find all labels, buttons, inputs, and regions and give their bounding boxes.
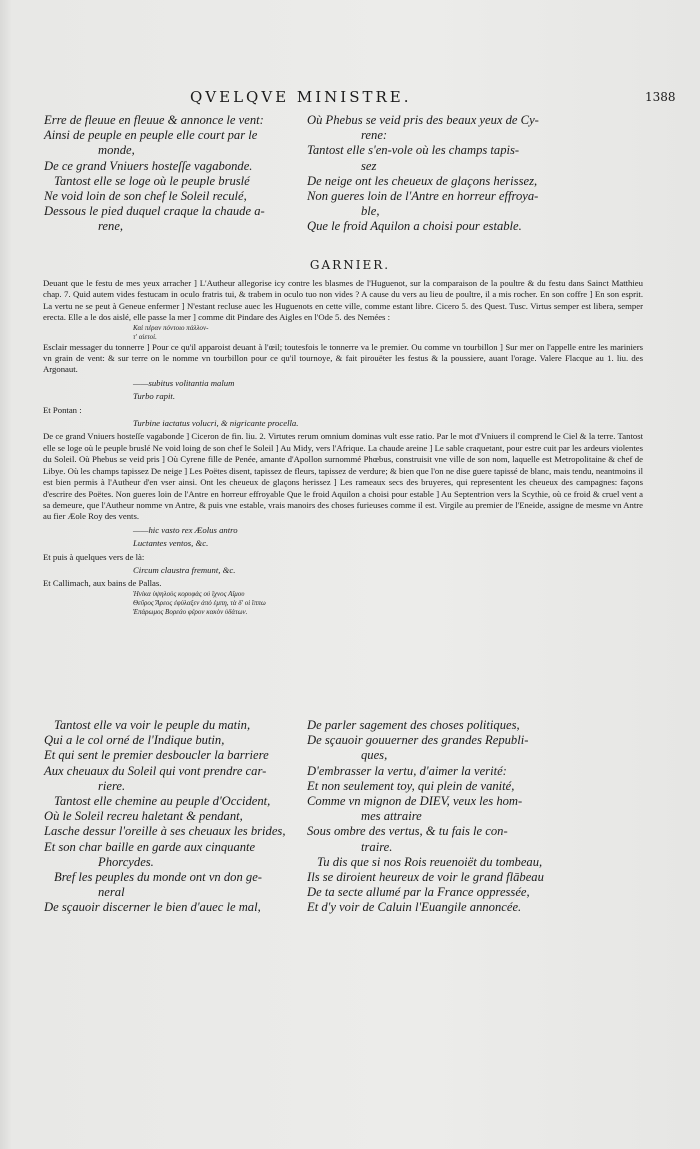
verse-line: monde,: [98, 143, 135, 158]
verse-line: Où Phebus se veid pris des beaux yeux de Cy-: [307, 113, 539, 127]
greek-quotation-line: Ἐπάρωμος Βορεάο φέρον κακὸν ὑδάτων.: [133, 607, 248, 616]
greek-quotation-line: Θεῦρος Ἄρεος ἐφύλαξεν ἀπὸ ἐμπη, τὰ δ' οἱ ἵππω: [133, 598, 266, 607]
greek-quotation-line: τ' αἰετοί.: [133, 332, 157, 341]
verse-line: traire.: [361, 839, 393, 854]
verse-line: Et qui sent le premier desboucler la barriere: [44, 748, 269, 763]
verse-line: rene:: [361, 128, 388, 143]
verse-line: Et d'y voir de Caluin l'Euangile annoncée.: [307, 900, 522, 915]
verse-line: Lasche dessur l'oreille à ses cheuaux les brides,: [44, 824, 286, 839]
verse-line: Phorcydes.: [98, 854, 154, 869]
verse-line: mes attraire: [361, 809, 422, 824]
commentary-paragraph: De ce grand Vniuers hosteſſe vagabonde ] Ciceron de fin. liu. 2. Virtutes rerum omnium dominas vult esse ratio. Par le mot d'Vniuers il comprend le Ciel & la terre. Tantost elle se loge où le peuple bruslé Ne void loing de son chef le Soleil ] Au Midy, vers l'Afrique. La chaude areine ] Le sable craquetant, pour estre cuit par les ardeurs violentes du Soleil. Où Phebus se veid pris ] Où Cyrene fille de Penée, amante d'Apollon surnommé Phœbus, construisit vne ville de son nom, laquelle est Metropolitaine & chef de Libye. Où les champs tapissez De neige ] Les Poëtes disent, tapissez de fleurs, tapissez de verdure; & bien que l'on ne dise guere tapissé de blanc, mais tendu, neantmoins il est bien permis à l'Autheur d'en vser ainsi. Ont les cheueux de glaçons herissez ] Les rameaux secs des bruyeres, qui representent les cheueux des campagnes: façons d'escrire des Poëtes. Non gueres loin de l'Antre en horreur effroyable Que le froid Aquilon a choisi pour estable ] Au Septentrion vers la Scythie, où ce froid & cruel vent a sa demeure, que l'Autheur nomme vn Antre, & puis vne estable, vrais manoirs des choses furieuses comme il est. Virgile au premier de l'Eneide, assigne de mesme vn Antre au fier Æole Roy des vents.: [43, 431, 643, 522]
verse-line: Tantost elle va voir le peuple du matin,: [54, 718, 251, 732]
poem-top-right-column: [307, 113, 627, 235]
page-number: 1388: [645, 90, 676, 104]
verse-line: Tantost elle chemine au peuple d'Occident,: [54, 794, 271, 809]
greek-quotation-line: Καὶ πέραν πόντοιο πάλλον-: [133, 323, 209, 332]
verse-line: De sçauoir discerner le bien d'auec le mal,: [44, 900, 261, 915]
verse-line: Ils se diroient heureux de voir le grand flābeau: [307, 870, 544, 885]
running-title: QVELQVE MINISTRE.: [190, 88, 412, 106]
latin-quotation-line: ——hic vasto rex Æolus antro: [133, 524, 238, 535]
verse-line: Où le Soleil recreu haletant & pendant,: [44, 809, 243, 824]
verse-line: Qui a le col orné de l'Indique butin,: [44, 733, 225, 748]
verse-line: neral: [98, 885, 125, 900]
commentary-paragraph: Esclair messager du tonnerre ] Pour ce qu'il apparoist deuant à l'œil; toutesfois le tonnerre va le premier. Ou comme vn tourbillon ] Sur mer on l'appelle entre les mariniers vn grain de vent: & sur terre on le nomme vn tourbillon pour ce qu'il tournoye, & fait pirouëter les festus & la poussiere, auant l'orage. Valere Flacque au 1. liu. des Argonaut.: [43, 341, 643, 375]
commentary-line: Et Callimach, aux bains de Pallas.: [43, 578, 162, 589]
verse-line: Tantost elle se loge où le peuple bruslé: [54, 173, 250, 188]
verse-line: Comme vn mignon de DIEV, veux les hom-: [307, 794, 523, 809]
verse-line: De sçauoir gouuerner des grandes Republi-: [307, 733, 529, 748]
latin-quotation-line: Turbine iactatus volucri, & nigricante procella.: [133, 418, 299, 429]
poem-top-left-column: [44, 113, 289, 235]
verse-line: rene,: [98, 219, 124, 234]
verse-line: ques,: [361, 748, 388, 763]
poem-bottom: [44, 718, 634, 916]
verse-line: Ne void loin de son chef le Soleil reculé,: [44, 189, 247, 204]
verse-line: De neige ont les cheueux de glaçons herissez,: [307, 173, 538, 188]
verse-line: Et non seulement toy, qui plein de vanité,: [307, 778, 515, 793]
verse-line: Non gueres loin de l'Antre en horreur effroya-: [307, 189, 539, 204]
verse-line: Dessous le pied duquel craque la chaude a-: [44, 204, 265, 219]
verse-line: ble,: [361, 204, 380, 219]
verse-line: Bref les peuples du monde ont vn don ge-: [54, 870, 262, 885]
greek-quotation-line: Ἡνίκα ὑψηλοὺς κορυφὰς οὐ ἴχνος Αἴμου: [133, 589, 245, 598]
commentary-block: [43, 278, 643, 617]
poem-bottom-left-column: [44, 718, 289, 916]
verse-line: sez: [361, 158, 377, 173]
poem-top: [44, 113, 634, 235]
verse-line: riere.: [98, 778, 126, 793]
verse-line: Erre de fleuue en fleuue & annonce le vent:: [44, 113, 264, 127]
commentary-line: Et puis à quelques vers de là:: [43, 551, 145, 562]
verse-line: Tu dis que si nos Rois reuenoiët du tombeau,: [317, 854, 543, 869]
verse-line: Ainsi de peuple en peuple elle court par le: [44, 128, 258, 143]
commentary-paragraph: Deuant que le festu de mes yeux arracher ] L'Autheur allegorise icy contre les blasmes de l'Huguenot, sur la comparaison de la poultre & du festu dans Sainct Matthieu chap. 7. Quid autem vides festucam in oculo fratris tui, & trabem in oculo tuo non vides ? A cause du vers au lieu de poultre, il a mis rocher. En son coffre ] En son esprit. La vertu ne se peut à Geneue enfermer ] N'estant recluse auec les Huguenots en cette ville, comme estant libre. Cicero 5. des Quest. Tusc. Virtus semper est libera, semper erecta. Elle a le dos aislé, elle passe la mer ] comme dit Pindare des Aigles en l'Ode 5. des Nemées :: [43, 278, 643, 323]
verse-line: Tantost elle s'en-vole où les champs tapis-: [307, 143, 520, 158]
verse-line: Que le froid Aquilon a choisi pour estable.: [307, 219, 522, 234]
verse-line: De ta secte allumé par la France oppressée,: [307, 885, 530, 900]
verse-line: Sous ombre des vertus, & tu fais le con-: [307, 824, 508, 839]
latin-quotation-line: Luctantes ventos, &c.: [133, 538, 209, 549]
verse-line: De parler sagement des choses politiques,: [307, 718, 520, 732]
latin-quotation-line: ——subitus volitantia malum: [133, 377, 235, 388]
commentary-line: Et Pontan :: [43, 404, 82, 415]
verse-line: D'embrasser la vertu, d'aimer la verité:: [307, 763, 507, 778]
verse-line: Aux cheuaux du Soleil qui vont prendre car-: [44, 763, 267, 778]
verse-line: Et son char baille en garde aux cinquante: [44, 839, 256, 854]
verse-line: De ce grand Vniuers hosteſſe vagabonde.: [44, 158, 253, 173]
latin-quotation-line: Circum claustra fremunt, &c.: [133, 564, 236, 575]
running-header: [0, 88, 700, 110]
poem-bottom-right-column: [307, 718, 627, 916]
section-title: GARNIER.: [309, 258, 391, 272]
latin-quotation-line: Turbo rapit.: [133, 391, 176, 402]
